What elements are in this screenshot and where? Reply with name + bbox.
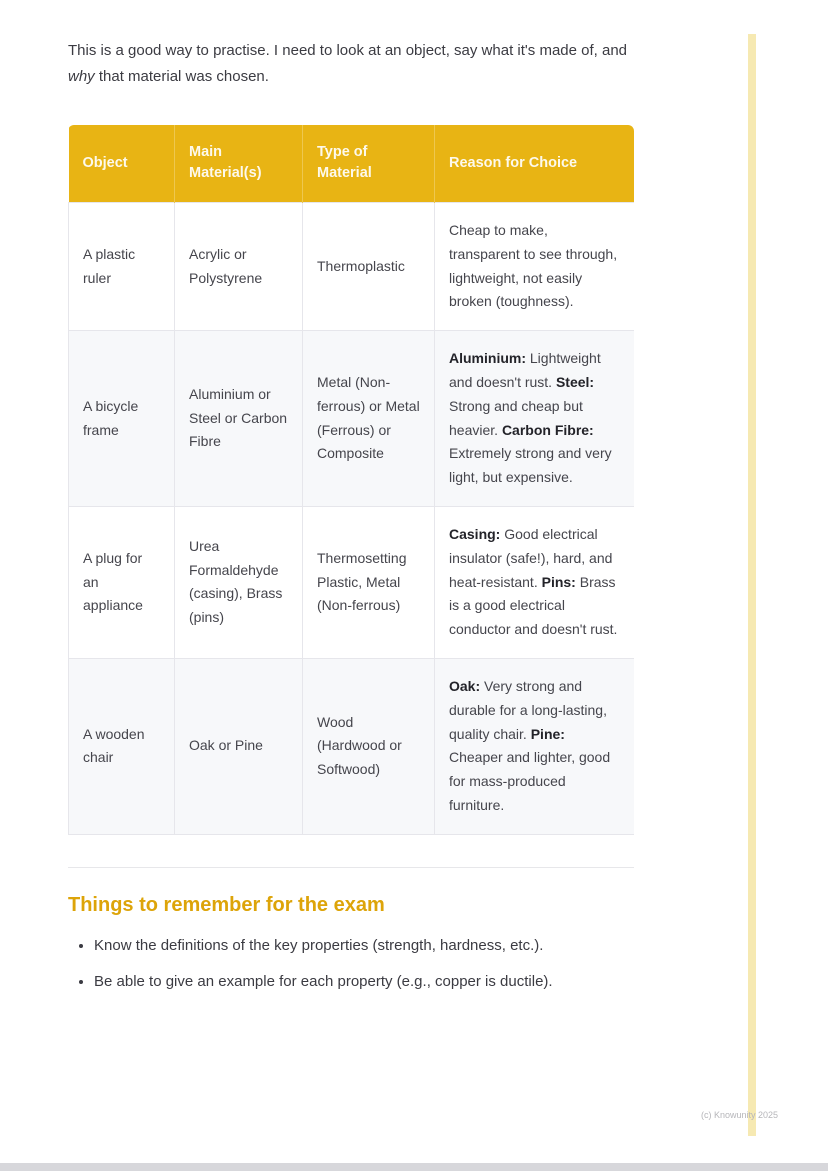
exam-section-heading: Things to remember for the exam xyxy=(68,893,385,916)
reason-text: Cheap to make, transparent to see through, lightweight, not easily broken (toughness). xyxy=(449,222,618,310)
reason-bold: Pins: xyxy=(541,573,576,590)
reason-cell xyxy=(435,331,635,507)
reason-bold: Pine: xyxy=(530,725,565,742)
reason-text: Cheaper and lighter, good for mass-produced furniture. xyxy=(449,749,611,813)
intro-paragraph xyxy=(68,38,638,91)
column-header-type-of-material: Type of Material xyxy=(303,125,435,203)
type-cell: Wood (Hardwood or Softwood) xyxy=(303,658,435,834)
reason-bold: Casing: xyxy=(449,525,501,542)
table-row-bicycle-frame xyxy=(69,331,635,507)
materials-table xyxy=(68,125,634,835)
object-cell: A plastic ruler xyxy=(69,203,175,331)
object-cell: A bicycle frame xyxy=(69,331,175,507)
object-cell: A plug for an appliance xyxy=(69,506,175,658)
exam-tips-list xyxy=(68,935,628,994)
type-cell: Thermoplastic xyxy=(303,203,435,331)
content-area xyxy=(36,8,636,993)
materials-table-wrapper xyxy=(68,125,634,835)
column-header-main-materials: Main Material(s) xyxy=(175,125,303,203)
reason-cell xyxy=(435,658,635,834)
type-cell: Metal (Non-ferrous) or Metal (Ferrous) or Composite xyxy=(303,331,435,507)
table-row-plastic-ruler xyxy=(69,203,635,331)
document-page xyxy=(36,8,792,1136)
material-cell: Urea Formaldehyde (casing), Brass (pins) xyxy=(175,506,303,658)
material-cell: Oak or Pine xyxy=(175,658,303,834)
table-header-row xyxy=(69,125,635,203)
intro-italic-word: why xyxy=(68,68,95,86)
reason-text: Strong and cheap but heavier. xyxy=(449,397,583,438)
decorative-side-stripe xyxy=(748,34,756,1136)
exam-tip-item: • Be able to give an example for each property (e.g., copper is ductile). xyxy=(94,971,628,993)
section-divider xyxy=(68,867,634,868)
reason-text: Lightweight and doesn't rust. xyxy=(449,350,601,390)
watermark-text: (c) Knowunity 2025 xyxy=(700,1110,778,1120)
intro-text: This is a good way to practise. I need to look at an object, say what it's made of, and xyxy=(68,42,628,59)
reason-bold: Carbon Fibre: xyxy=(501,421,594,438)
reason-bold: Steel: xyxy=(555,373,595,390)
object-cell: A wooden chair xyxy=(69,658,175,834)
reason-cell xyxy=(435,506,635,658)
type-cell: Thermosetting Plastic, Metal (Non-ferrous) xyxy=(303,506,435,658)
page-gap xyxy=(0,1163,828,1171)
reason-bold: Aluminium: xyxy=(449,350,526,367)
reason-text: Good electrical insulator (safe!), hard, and heat-resistant. xyxy=(449,525,613,590)
material-cell: Aluminium or Steel or Carbon Fibre xyxy=(175,331,303,507)
material-cell: Acrylic or Polystyrene xyxy=(175,203,303,331)
exam-tip-item: • Know the definitions of the key properties (strength, hardness, etc.). xyxy=(94,935,628,957)
column-header-reason-for-choice: Reason for Choice xyxy=(435,125,635,203)
table-row-wooden-chair xyxy=(69,658,635,834)
table-row-plug-appliance xyxy=(69,506,635,658)
reason-text: Brass is a good electrical conductor and doesn't rust. xyxy=(449,573,618,638)
reason-text: Extremely strong and very light, but expensive. xyxy=(449,445,612,486)
reason-text: Very strong and durable for a long-lasting, quality chair. xyxy=(449,677,607,742)
column-header-object: Object xyxy=(69,125,175,203)
intro-text-continued: that material was chosen. xyxy=(94,68,269,86)
reason-cell xyxy=(435,203,635,331)
reason-bold: Oak: xyxy=(449,677,481,694)
